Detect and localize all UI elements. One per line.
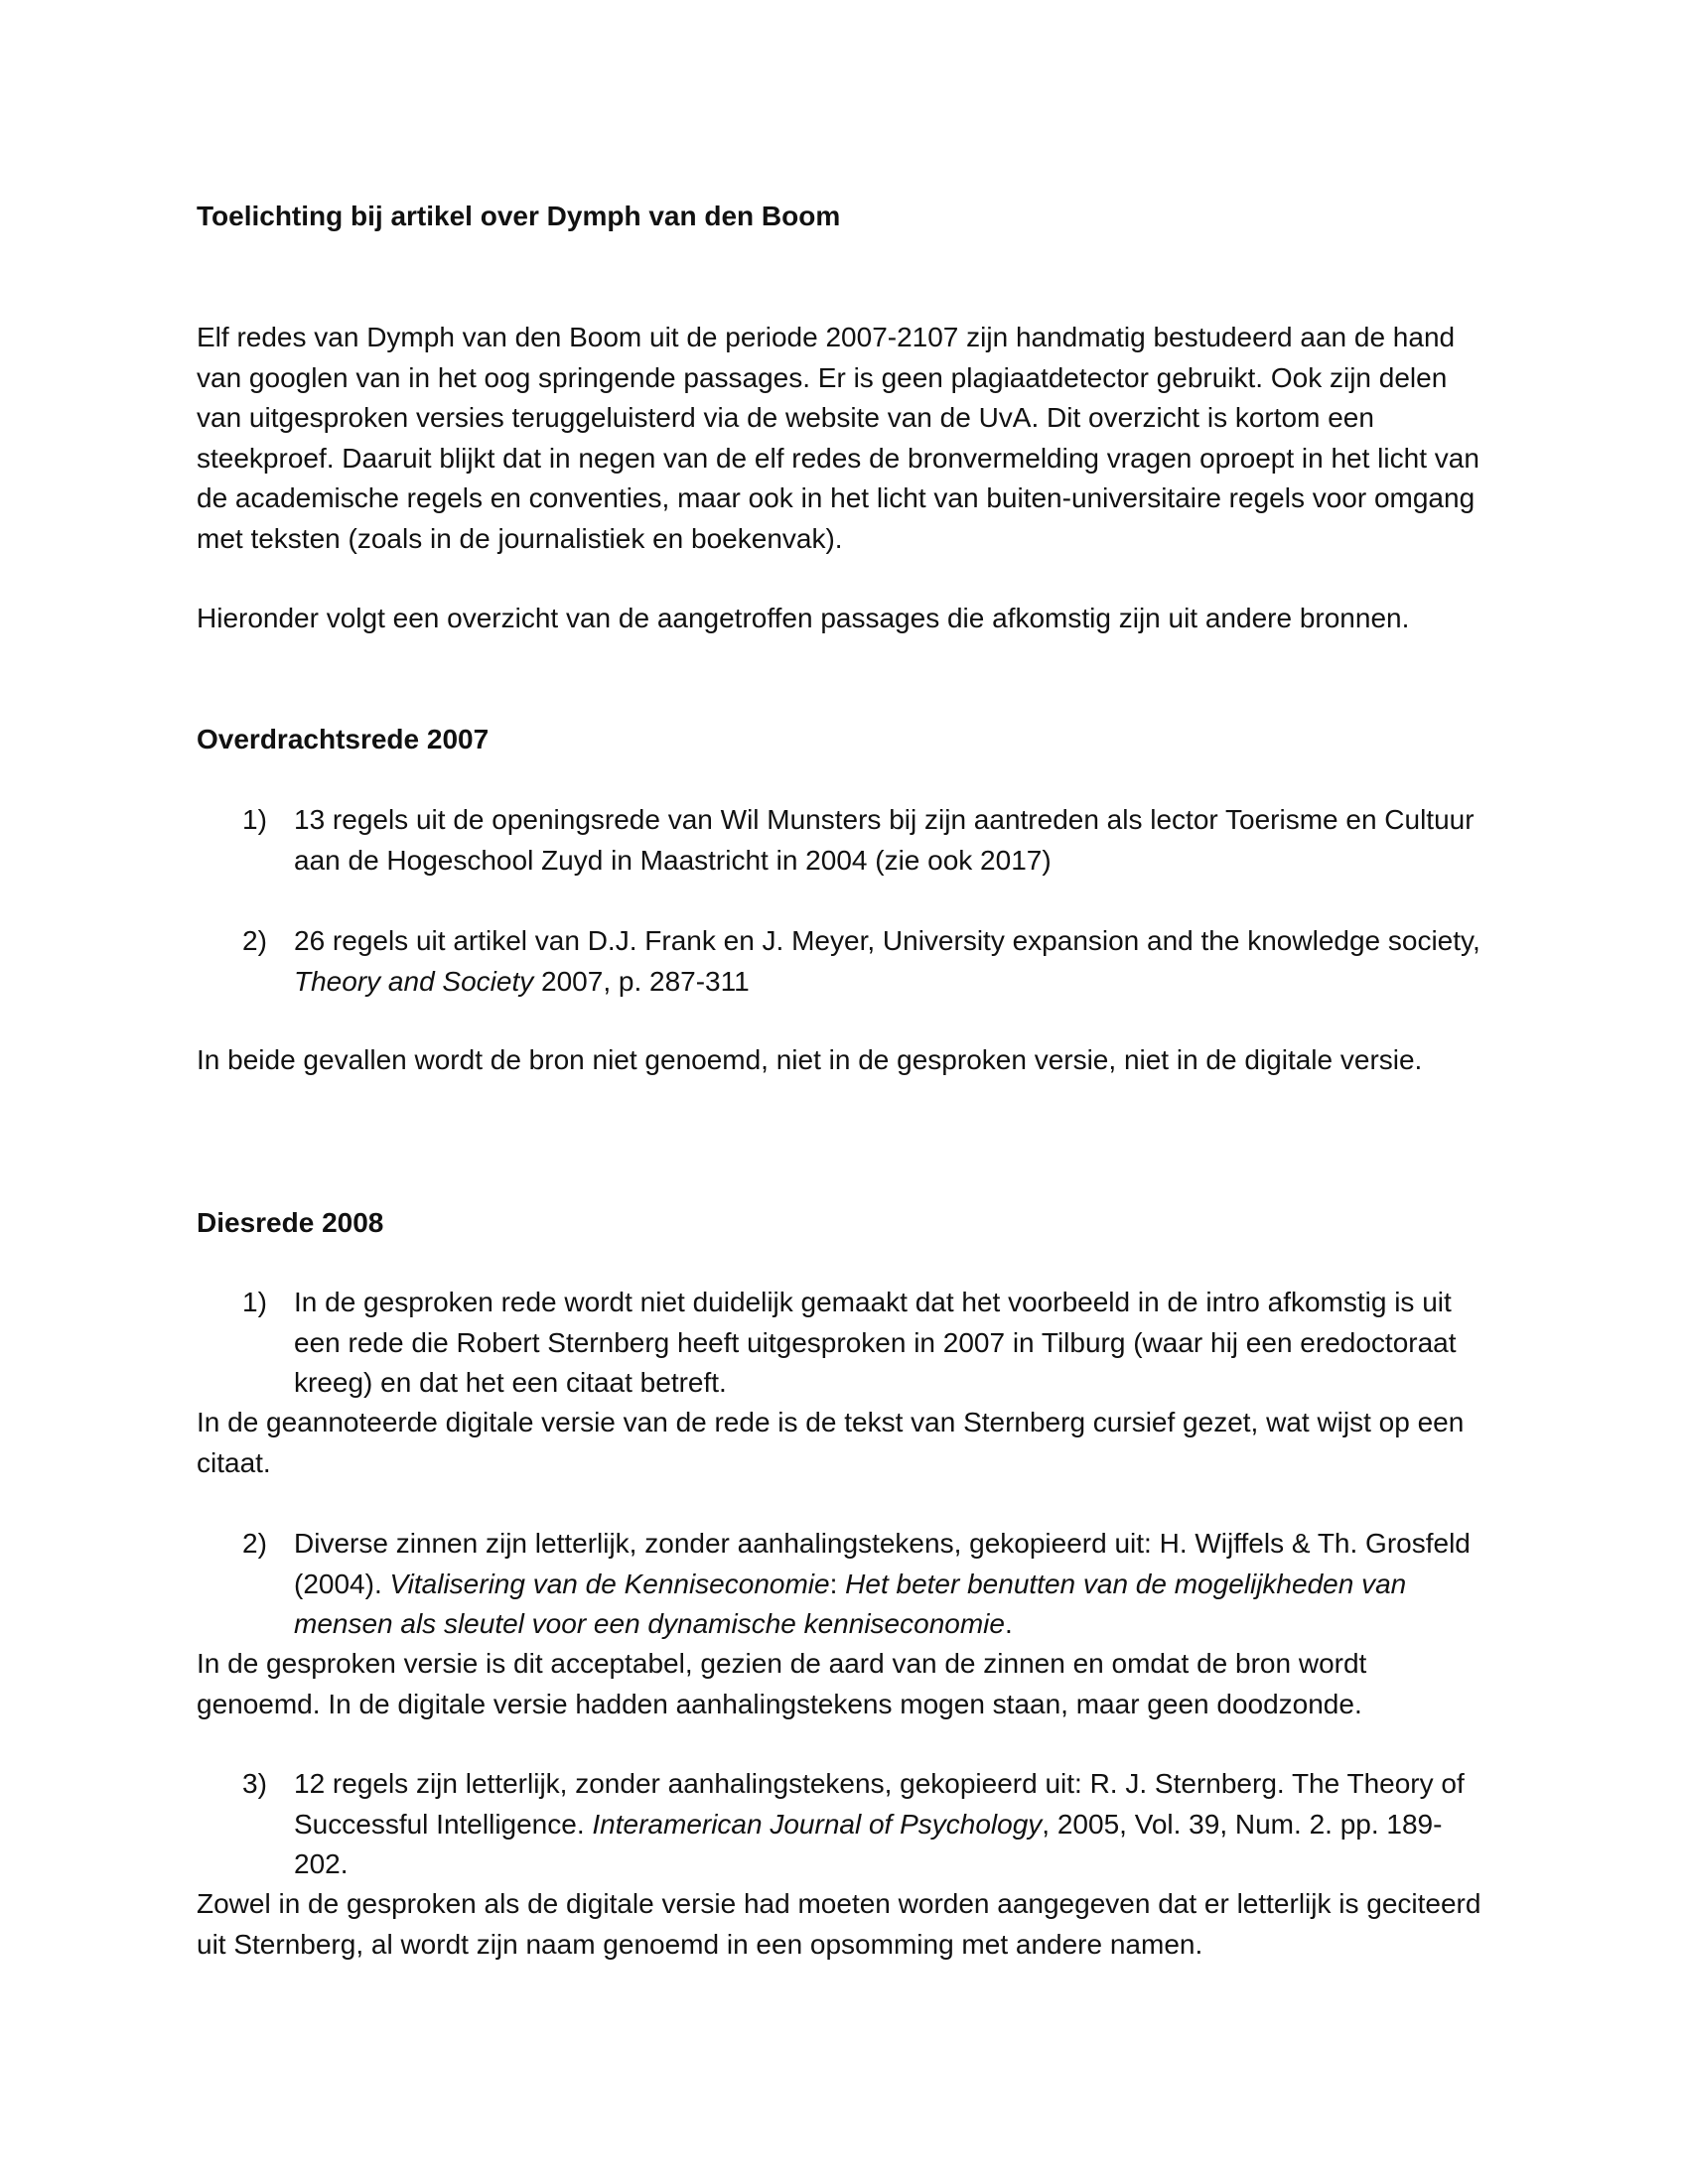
page-title: Toelichting bij artikel over Dymph van den Boom [197,201,841,231]
citation-title: Vitalisering van de Kenniseconomie [389,1568,830,1599]
list-item-number: 1) [242,804,267,835]
list-item-text [294,1764,1495,1885]
intro-paragraph: Hieronder volgt een overzicht van de aangetroffen passages die afkomstig zijn uit andere bronnen. [197,603,1410,633]
intro-paragraph: Elf redes van Dymph van den Boom uit de periode 2007-2107 zijn handmatig bestudeerd aan de hand van googlen van in het oog springende passages. Er is geen plagiaatdetector gebruikt. Ook zijn delen van uitgesproken versies teruggeluisterd via de website van de UvA. Dit overzicht is kortom een steekproef. Daaruit blijkt dat in negen van de elf redes de bronvermelding vragen oproept in het licht van de academische regels en conventies, maar ook in het licht van buiten-universitaire regels voor omgang met teksten (zoals in de journalistiek en boekenvak). [197,322,1479,554]
citation-text: Diverse zinnen zijn letterlijk, zonder aanhalingstekens, gekopieerd uit: H. Wijffels & Th. Grosfeld (2004). [294,1528,1471,1599]
list-item-number: 1) [242,1287,267,1317]
item-note: In de gesproken versie is dit acceptabel, gezien de aard van de zinnen en omdat de bron wordt genoemd. In de digitale versie hadden aanhalingstekens mogen staan, maar geen doodzonde. [197,1648,1367,1719]
citation-journal: Theory and Society [294,965,534,997]
list-item-number: 3) [242,1768,267,1799]
item-note: Zowel in de gesproken als de digitale versie had moeten worden aangegeven dat er letterlijk is geciteerd uit Sternberg, al wordt zijn naam genoemd in een opsomming met andere namen. [197,1888,1481,1960]
citation-text: 2007, p. 287-311 [533,965,750,997]
section-heading: Overdrachtsrede 2007 [197,724,490,754]
citation-text: . [1004,1608,1013,1639]
list-item-text: In de gesproken rede wordt niet duidelijk gemaakt dat het voorbeeld in de intro afkomstig is uit een rede die Robert Sternberg heeft uitgesproken in 2007 in Tilburg (waar hij een eredoctoraat kreeg) en dat het een citaat betreft. [294,1287,1457,1398]
citation-text: 26 regels uit artikel van D.J. Frank en J. Meyer, University expansion and the knowledge society, [294,925,1480,956]
section-heading: Diesrede 2008 [197,1207,384,1238]
citation-text: , 2005, Vol. 39, Num. 2. pp. 189-202. [294,1808,1443,1879]
list-item-number: 2) [242,925,267,956]
citation-text: : [829,1568,846,1599]
section-note: In beide gevallen wordt de bron niet genoemd, niet in de gesproken versie, niet in de digitale versie. [197,1044,1423,1075]
list-item-text [294,921,1495,1002]
citation-text: 12 regels zijn letterlijk, zonder aanhalingstekens, gekopieerd uit: R. J. Sternberg. The Theory of Successful Intelligence. [294,1768,1465,1840]
citation-subtitle: Het beter benutten van de mogelijkheden van mensen als sleutel voor een dynamische kenniseconomie [294,1568,1407,1639]
item-note: In de geannoteerde digitale versie van de rede is de tekst van Sternberg cursief gezet, wat wijst op een citaat. [197,1407,1465,1478]
list-item-text [294,1524,1495,1645]
list-item-number: 2) [242,1528,267,1559]
citation-journal: Interamerican Journal of Psychology [592,1808,1043,1840]
list-item-text: 13 regels uit de openingsrede van Wil Munsters bij zijn aantreden als lector Toerisme en Cultuur aan de Hogeschool Zuyd in Maastricht in 2004 (zie ook 2017) [294,804,1475,876]
